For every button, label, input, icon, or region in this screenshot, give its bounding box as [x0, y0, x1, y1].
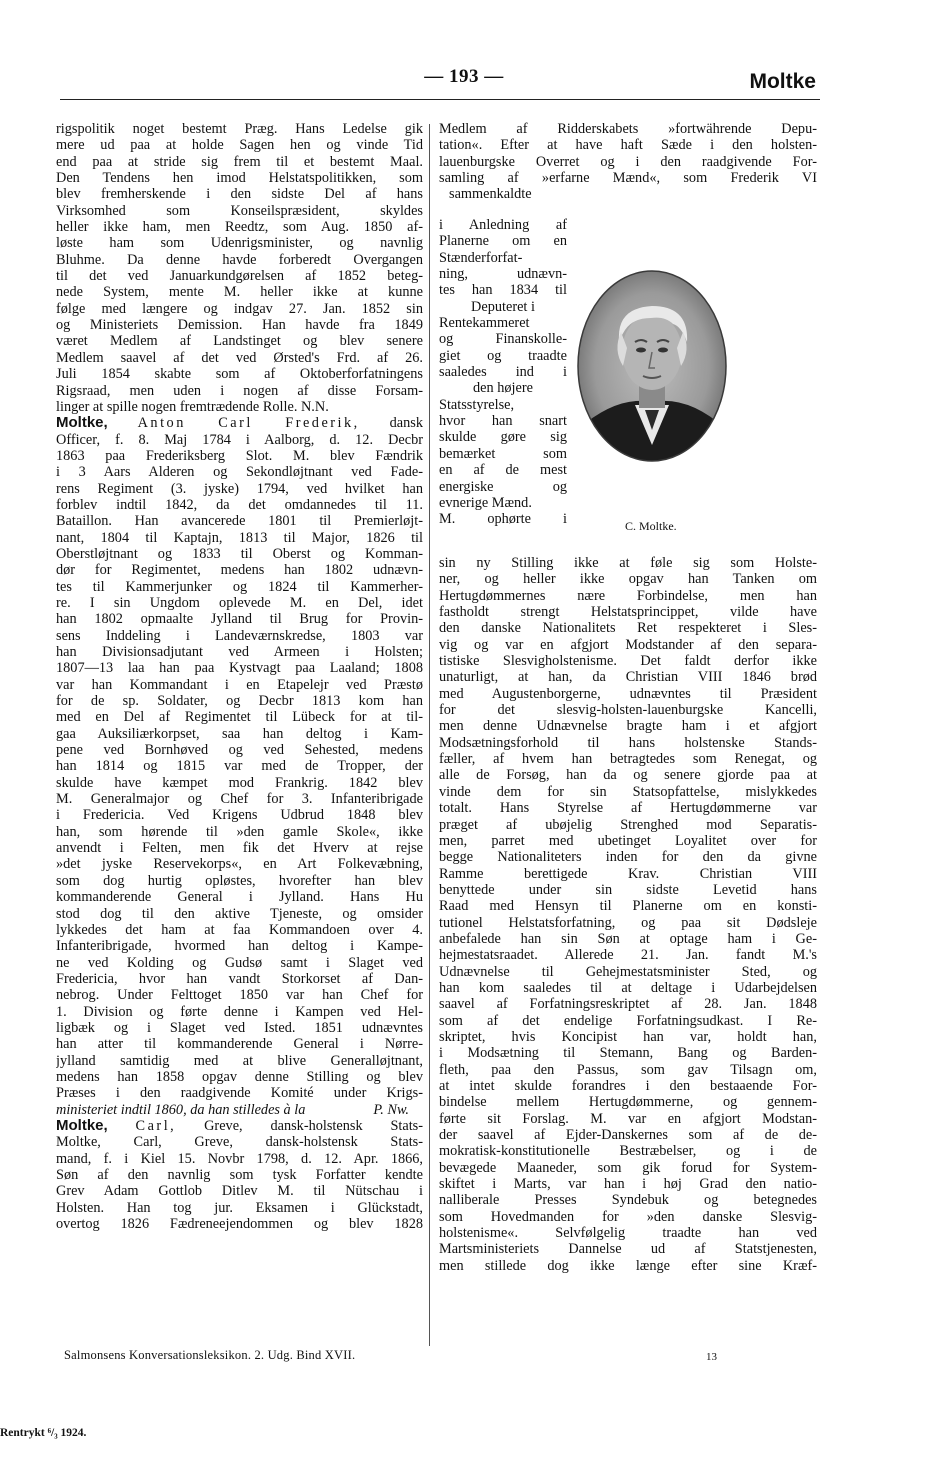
text-line: stod dog til den aktive Tjeneste, og omsider — [56, 905, 423, 922]
text-line: var han Kommandant i en Etapelejr ved Præstø — [56, 676, 423, 693]
text-line: anbefalede han sin Søn at optage ham i Ge- — [439, 930, 817, 947]
text-line: bemærket som — [439, 445, 567, 462]
text-line: skiftet i Marts, var han i høj Grad den natio- — [439, 1176, 817, 1193]
text-line: i Anledning af — [439, 217, 567, 233]
text-line: han Divisionsadjutant ved Armeen i Holsten; — [56, 644, 423, 660]
text-line: en af de mest — [439, 462, 567, 479]
text-line: Medlem af Ridderskabets »fortwährende Depu- — [439, 121, 817, 137]
text-line: som Hovedmanden for »den danske Slesvig- — [439, 1208, 817, 1225]
text-line: Deputeret i — [471, 298, 535, 315]
text-line: tistiske Slesvigholstenisme. Det faldt derfor ikke — [439, 653, 817, 670]
page-number: — 193 — — [424, 66, 504, 87]
right-column-top — [439, 121, 817, 203]
text-line: overtog 1826 Fædreneejendommen og blev 1828 — [56, 1216, 423, 1233]
reprint-note: Rentrykt ⁶/₃ 1924. — [0, 1427, 87, 1439]
text-line: forblev indtil 1842, da det omdannedes til 11. — [56, 496, 423, 513]
text-line: nede System, mente M. heller ikke at kunne — [56, 284, 423, 301]
text-line: tes til Kammerjunker og 1824 til Kammerher- — [56, 578, 423, 595]
text-line: som dog hurtig opløstes, hvorefter han blev — [56, 872, 423, 889]
text-line: førte sit Forslag. M. var en afgjort Modstan- — [439, 1110, 817, 1127]
text-line: han atter til kommanderende General i Nørre- — [56, 1036, 423, 1053]
text-line: han, som hørende til »den gamle Skole«, ikke — [56, 823, 423, 840]
text-line: været Medlem af Landstinget og blev senere — [56, 333, 423, 350]
text-line: Udnævnelse til Gehejmestatsminister Sted, og — [439, 963, 817, 980]
text-line: saaledes ind i — [439, 364, 567, 381]
author-signature: P. Nw. — [373, 1101, 409, 1118]
text-line: gaa Auksiliærkorpset, saa han deltog i Kam- — [56, 725, 423, 742]
text-line: re. I sin Ungdom oplevede M. en Del, idet — [56, 594, 423, 611]
text-line: hvor han snart — [439, 413, 567, 430]
text-line: fæller, af hvem han betragtedes som Renegat, og — [439, 751, 817, 768]
text-line: der saavel af Ejder-Danskernes som af de de- — [439, 1127, 817, 1144]
text-line: Stænderforfat- — [439, 249, 523, 266]
text-line: lauenburgske Overret og i den raadgivende For- — [439, 153, 817, 170]
entry-heading-rest: Greve, dansk-holstensk Stats- — [204, 1117, 423, 1134]
text-line: Virksomhed som Konseilspræsident, skyldes — [56, 202, 423, 219]
text-line: Infanteribrigade, hvormed han deltog i Kampe- — [56, 938, 423, 955]
text-line: at intet skulde forandres i den bestaaende For- — [439, 1078, 817, 1094]
text-line: løste ham som Udenrigsminister, og navnlig — [56, 235, 423, 252]
text-line: linger at spille nogen fremtrædende Rolle. N.N. — [56, 398, 329, 415]
text-line: Holsten. Han tog jur. Eksamen i Glückstadt, — [56, 1199, 423, 1216]
column-divider — [429, 124, 430, 1346]
text-line: alle de Forsøg, han da og senere gjorde paa at — [439, 767, 817, 784]
text-line: i Fredericia. Ved Krigens Udbrud 1848 blev — [56, 807, 423, 824]
text-line: vig og var en afgjort Modstander af den separa- — [439, 636, 817, 653]
text-line: begge Nationaliteters inden for den da givne — [439, 849, 817, 866]
text-line: Planerne om en — [439, 233, 567, 250]
text-line: unaturligt, at han, da Christian VIII 1846 brød — [439, 669, 817, 686]
right-column-bottom — [439, 555, 817, 1274]
text-line: Den Tendens hen imod Helstatspolitikken, som — [56, 170, 423, 187]
text-line: Officer, f. 8. Maj 1784 i Aalborg, d. 12. Decbr — [56, 431, 423, 448]
text-line: samling af »erfarne Mænd«, som Frederik VI — [439, 170, 817, 187]
text-line: energiske og — [439, 478, 567, 495]
text-line: ligbæk og i Slaget ved Isted. 1851 udnævntes — [56, 1019, 423, 1036]
text-line: M. ophørte i — [439, 511, 567, 528]
text-line: for de sp. Soldater, og Decbr 1813 kom han — [56, 693, 423, 710]
text-line: Fredericia, hvor han vandt Storkorset af Dan- — [56, 970, 423, 987]
portrait-image — [577, 220, 727, 412]
entry-given-name: Anton Carl Frederik, — [137, 415, 360, 432]
text-line: Raad med Hensyn til Planerne om en konsti- — [439, 898, 817, 915]
text-line: saavel af Forfatningsreskriptet af 28. Jan. 1848 — [439, 996, 817, 1013]
text-line: sens Inddeling i Landeværnskredse, 1803 var — [56, 627, 423, 644]
text-line: hejmestatsraadet. Allerede 21. Jan. fandt M.'s — [439, 947, 817, 964]
text-line: han kom saaledes til at deltage i Udarbejdelsen — [439, 979, 817, 996]
text-line: blev fremherskende i den sidste Del af hans — [56, 186, 423, 203]
text-line: »det jyske Reservekorps«, en Art Folkevæbning, — [56, 856, 423, 873]
entry-headword: Moltke, — [56, 415, 108, 432]
text-line: lykkedes det ham at faa Kommandoen over 4. — [56, 921, 423, 938]
left-column — [56, 121, 423, 1232]
text-line: sin ny Stilling ikke at føle sig som Holste- — [439, 555, 817, 571]
text-line: 1863 paa Frederiksberg Slot. M. blev Fændrik — [56, 447, 423, 464]
text-line: og Finanskolle- — [439, 331, 567, 348]
text-line: den danske Nationalitets Ret respekteret i Sles- — [439, 620, 817, 637]
text-line: med Augustenborgerne, udnævntes til Præsident — [439, 685, 817, 702]
text-line: Medlem saavel af det ved Ørsted's Frd. af 26. — [56, 349, 423, 366]
text-line: med en Del af Regimentet til Lübeck for at til- — [56, 709, 423, 726]
text-line: ministeriet indtil 1860, da han stilledes à la — [56, 1101, 306, 1118]
text-line: M. Generalmajor og Chef for 3. Infanteribrigade — [56, 791, 423, 808]
text-line: Modsætningsforhold til hans holstenske Stands- — [439, 734, 817, 751]
text-line: mere ud paa at holde Sagen hen og vinde Tid — [56, 137, 423, 154]
text-line: 1807—13 laa han paa Kystvagt paa Laaland; 1808 — [56, 660, 423, 677]
text-line: fastholdt strengt Helstatsprincippet, vilde have — [439, 604, 817, 621]
text-line: tation«. Efter at have haft Sæde i den holsten- — [439, 137, 817, 154]
text-line: i Modsætning til Stemann, Bang og Barden- — [439, 1045, 817, 1062]
text-line: Rentekammeret — [439, 315, 530, 332]
text-line: bevægede Maaneder, som gik forud for System- — [439, 1159, 817, 1176]
text-line: medens han 1858 opgav denne Stilling og blev — [56, 1068, 423, 1085]
text-line: han 1814 og 1815 var med de Tropper, der — [56, 758, 423, 775]
text-line: skulde gøre sig — [439, 429, 567, 446]
text-line: Bluhme. Da denne havde forberedt Overgangen — [56, 251, 423, 268]
footer-signature-number: 13 — [706, 1351, 717, 1363]
text-line: skriptet, hvis Koncipist han var, holdt han, — [439, 1028, 817, 1045]
text-line: Ramme berettigede Krav. Christian VIII — [439, 865, 817, 882]
entry-given-name: Carl, — [135, 1117, 177, 1134]
text-line: Moltke, Carl, Greve, dansk-holstensk Stats- — [56, 1134, 423, 1151]
text-line: følge med længere og indgav 27. Jan. 1852 sin — [56, 300, 423, 317]
text-line: Bataillon. Han avancerede 1801 til Premierløjt- — [56, 513, 423, 530]
text-line: Søn af den navnlig som tysk Forfatter kendte — [56, 1167, 423, 1183]
text-line: dør for Regimentet, medens han 1802 udnævn- — [56, 562, 423, 579]
text-line: i 3 Aars Alderen og Sekondløjtnant ved Fade- — [56, 464, 423, 481]
text-line: ning, udnævn- — [439, 266, 567, 283]
text-line: som af det endelige Forfatningsudkast. I Re- — [439, 1012, 817, 1029]
portrait-caption: C. Moltke. — [625, 519, 677, 533]
footer-source: Salmonsens Konversationsleksikon. 2. Udg. Bind XVII. — [64, 1348, 356, 1362]
text-line: til det ved Januarkundgørelsen af 1852 beteg- — [56, 268, 423, 285]
text-line: nalliberale Presses Syndebuk og betegnedes — [439, 1192, 817, 1209]
text-line: anvendt i Felten, men fik det Hverv at rejse — [56, 840, 423, 857]
text-line: bindelse mellem Hertugdømmerne, og gennem- — [439, 1094, 817, 1111]
text-line: Hertugdømmernes nære Forbindelse, men han — [439, 587, 817, 604]
text-line: den højere — [473, 380, 533, 397]
text-line: totalt. Hans Styrelse af Hertugdømmerne var — [439, 800, 817, 817]
text-line: Grev Adam Gottlob Ditlev M. til Nütschau i — [56, 1183, 423, 1200]
text-line: ner, og heller ikke opgav han Tanken om — [439, 571, 817, 588]
text-line: mokratisk-konstitutionelle Bestræbelser, og i de — [439, 1143, 817, 1160]
text-line: holstenisme«. Selvfølgelig traadte han ved — [439, 1225, 817, 1242]
text-line: fleth, paa den Passus, som gav Tilsagn om, — [439, 1061, 817, 1078]
text-line: 1. Division og førte denne i Kampen ved Hel- — [56, 1003, 423, 1020]
text-line: for det slesvig-holsten-lauenburgske Kancelli, — [439, 702, 817, 719]
text-line: giet og traadte — [439, 347, 567, 364]
text-line: Rigsraad, men uden i nogen af disse Forsam- — [56, 382, 423, 399]
text-line: Martsministeriets Dannelse ud af Statstjenesten, — [439, 1241, 817, 1258]
text-line: Oberstløjtnant og 1833 til Oberst og Komman- — [56, 545, 423, 562]
text-line: men, parret med ubetinget Loyalitet over for — [439, 832, 817, 849]
text-line: og Ministeriets Demission. Han havde fra 1849 — [56, 317, 423, 334]
text-line: Statsstyrelse, — [439, 396, 515, 413]
text-line: evnerige Mænd. — [439, 494, 532, 511]
text-line: han 1802 opmaalte Jylland til Brug for Provin- — [56, 611, 423, 628]
signature-line — [56, 1102, 423, 1118]
text-line: mand, f. i Kiel 15. Novbr 1798, d. 12. Apr. 1866, — [56, 1150, 423, 1167]
text-line: vinde dem for sin Statsopfattelse, mislykkedes — [439, 783, 817, 800]
text-line: Juli 1854 skabte som af Oktoberforfatningens — [56, 366, 423, 383]
text-line: kommanderende General i Jylland. Hans Hu — [56, 889, 423, 906]
text-line: ne ved Kolding og Gudsø samt i Slaget ved — [56, 954, 423, 971]
text-line: men stillede dog ikke længe efter sine Kræf- — [439, 1257, 817, 1274]
text-line: benyttede under sin sidste Levetid hans — [439, 881, 817, 898]
text-line: pene ved Bornhøved og ved Sehested, medens — [56, 742, 423, 759]
text-line: men denne Udnævnelse bragte ham i et afgjort — [439, 718, 817, 735]
text-line: end paa at stride sig frem til et bestemt Maal. — [56, 153, 423, 170]
text-line: rens Regiment (3. jyske) 1794, ved hvilket han — [56, 480, 423, 497]
entry-headword: Moltke, — [56, 1117, 108, 1134]
entry-heading-line — [56, 415, 423, 431]
header-rule — [60, 99, 820, 100]
text-line: tes han 1834 til — [439, 282, 567, 299]
text-line: Præses i den raadgivende Komité under Krigs- — [56, 1085, 423, 1102]
text-line: skulde have kæmpet mod Frankrig. 1842 blev — [56, 774, 423, 791]
entry-heading-line — [56, 1118, 423, 1134]
text-line: nant, 1804 til Kaptajn, 1813 til Major, 1826 til — [56, 529, 423, 546]
text-line: tutionel Helstatsforfatning, og paa sit Dødsleje — [439, 914, 817, 931]
entry-heading-rest: dansk — [389, 415, 423, 432]
text-line: heller ikke ham, men Reedtz, som Aug. 1850 af- — [56, 219, 423, 236]
text-line: nebrog. Under Felttoget 1850 var han Chef for — [56, 987, 423, 1004]
text-line: præget af ubøjelig Strenghed mod Separatis- — [439, 816, 817, 833]
right-column-narrow — [439, 217, 567, 528]
text-line: sammenkaldte — [449, 186, 532, 203]
running-head: Moltke — [749, 70, 816, 93]
text-line: jylland samtidig med at blive Generalløjtnant, — [56, 1052, 423, 1069]
text-line: rigspolitik noget bestemt Præg. Hans Ledelse gik — [56, 121, 423, 137]
